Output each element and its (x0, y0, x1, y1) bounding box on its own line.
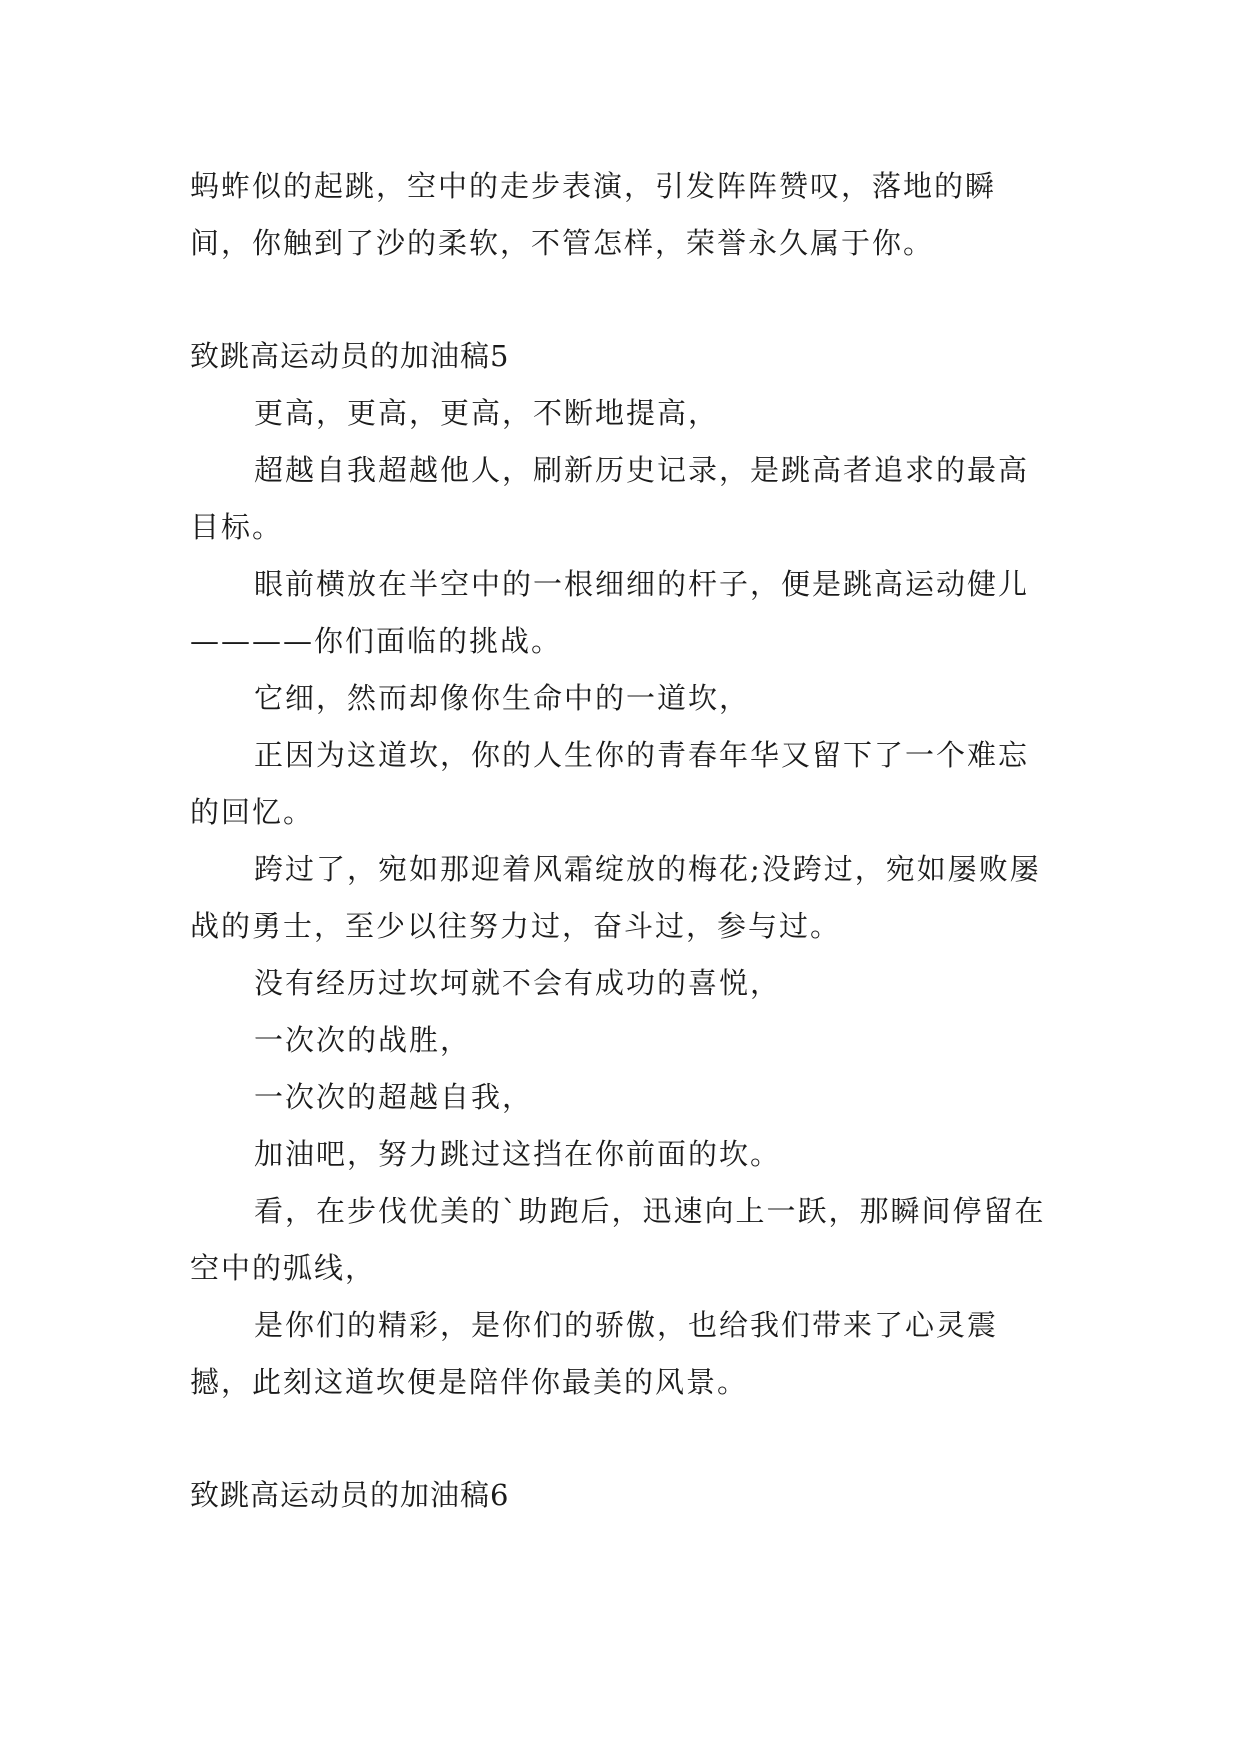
paragraph: 正因为这道坎，你的人生你的青春年华又留下了一个难忘的回忆。 (190, 738, 1030, 829)
paragraph: 更高，更高，更高，不断地提高， (254, 396, 720, 430)
paragraph: 它细，然而却像你生命中的一道坎， (254, 681, 751, 715)
paragraph: 是你们的精彩，是你们的骄傲，也给我们带来了心灵震撼，此刻这道坎便是陪伴你最美的风景。 (190, 1308, 999, 1399)
paragraph: 超越自我超越他人，刷新历史记录，是跳高者追求的最高目标。 (190, 453, 1030, 544)
paragraph: 眼前横放在半空中的一根细细的杆子，便是跳高运动健儿————你们面临的挑战。 (190, 567, 1030, 658)
section-6-heading: 致跳高运动员的加油稿6 (190, 1478, 510, 1512)
paragraph: 跨过了，宛如那迎着风霜绽放的梅花;没跨过，宛如屡败屡战的勇士，至少以往努力过，奋斗过，参与过。 (190, 852, 1041, 943)
paragraph: 一次次的超越自我， (254, 1080, 534, 1114)
section-5-heading: 致跳高运动员的加油稿5 (190, 339, 510, 373)
paragraph: 一次次的战胜， (254, 1023, 472, 1057)
paragraph: 加油吧，努力跳过这挡在你前面的坎。 (254, 1137, 782, 1171)
intro-paragraph: 蚂蚱似的起跳，空中的走步表演，引发阵阵赞叹，落地的瞬间，你触到了沙的柔软，不管怎样，荣誉永久属于你。 (190, 169, 997, 260)
document-body (190, 158, 1050, 1524)
paragraph: 看，在步伐优美的`助跑后，迅速向上一跃，那瞬间停留在空中的弧线， (190, 1194, 1046, 1285)
section-gap (190, 1411, 1050, 1467)
paragraph: 没有经历过坎坷就不会有成功的喜悦， (254, 966, 782, 1000)
section-gap (190, 272, 1050, 328)
